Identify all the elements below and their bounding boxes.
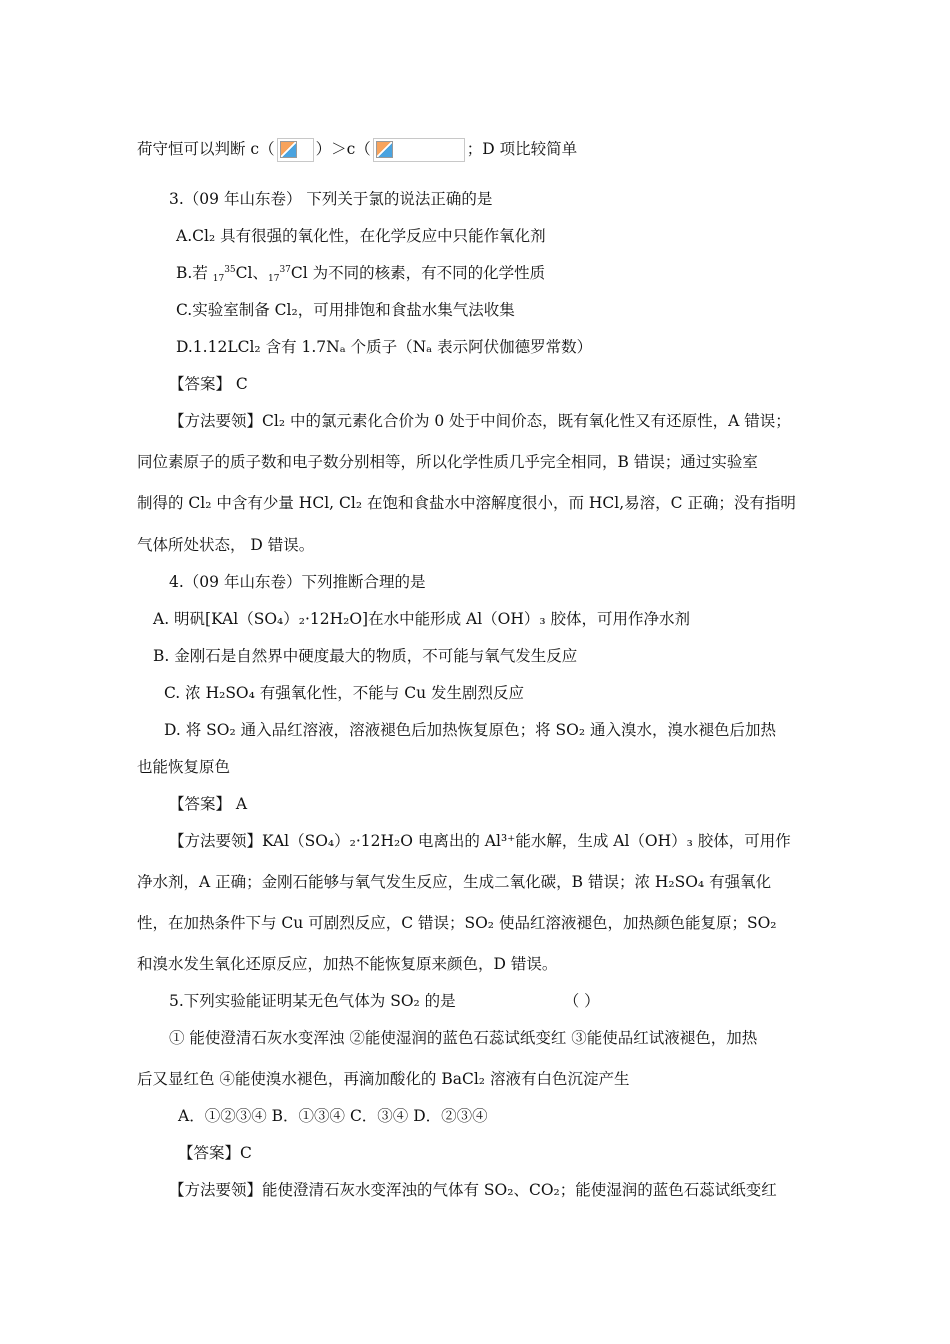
isotope-1-a: 35: [224, 265, 236, 275]
q3-stem: 3.（09 年山东卷） 下列关于氯的说法正确的是: [169, 190, 493, 208]
broken-image-icon: [376, 141, 393, 158]
isotope-1-el: Cl、: [235, 264, 268, 282]
q5-options: A．①②③④ B．①③④ C．③④ D．②③④: [178, 1107, 488, 1125]
formula-image-2: [373, 138, 465, 162]
q4-method-line-1: 【方法要领】KAl（SO₄）₂·12H₂O 电离出的 Al³⁺能水解，生成 Al（OH）₃ 胶体，可用作: [169, 832, 791, 850]
q4-option-a: A. 明矾[KAl（SO₄）₂·12H₂O]在水中能形成 Al（OH）₃ 胶体，可用作净水剂: [153, 610, 691, 628]
q4-option-c: C. 浓 H₂SO₄ 有强氧化性，不能与 Cu 发生剧烈反应: [164, 684, 524, 702]
top-prefix: 荷守恒可以判断 c（: [137, 140, 275, 158]
q3-answer: 【答案】 C: [169, 375, 248, 393]
q4-option-b: B. 金刚石是自然界中硬度最大的物质，不可能与氧气发生反应: [153, 647, 578, 665]
q4-method-line-4: 和溴水发生氧化还原反应，加热不能恢复原来颜色，D 错误。: [137, 955, 558, 973]
q3-option-d: D.1.12LCl₂ 含有 1.7Nₐ 个质子（Nₐ 表示阿伏伽德罗常数）: [176, 338, 593, 356]
q5-items-line-1: ① 能使澄清石灰水变浑浊 ②能使湿润的蓝色石蕊试纸变红 ③能使品红试液褪色，加热: [169, 1029, 758, 1047]
q5-stem: [169, 990, 600, 1012]
q3-method-line-1: 【方法要领】Cl₂ 中的氯元素化合价为 0 处于中间价态，既有氧化性又有还原性，A 错误；: [169, 412, 791, 430]
top-suffix: ；D 项比较简单: [466, 140, 578, 158]
isotope-1-z: 17: [212, 274, 225, 284]
q3-option-b: [176, 262, 545, 284]
isotope-2-a: 37: [279, 265, 291, 275]
q3-method-line-2: 同位素原子的质子数和电子数分别相等，所以化学性质几乎完全相同，B 错误；通过实验室: [137, 453, 758, 471]
q5-items-line-2: 后又显红色 ④能使溴水褪色，再滴加酸化的 BaCl₂ 溶液有白色沉淀产生: [137, 1070, 630, 1088]
top-mid: ）＞c（: [315, 140, 371, 158]
q3-b-prefix: B.若: [176, 264, 213, 282]
q5-answer-paren: （ ）: [563, 992, 600, 1010]
q4-method-line-2: 净水剂，A 正确；金刚石能够与氧气发生反应，生成二氧化碳，B 错误；浓 H₂SO₄ 有强氧化: [137, 873, 772, 891]
formula-image-1: [277, 138, 314, 162]
q5-stem-text: 5.下列实验能证明某无色气体为 SO₂ 的是: [169, 992, 456, 1010]
q3-option-c: C.实验室制备 Cl₂，可用排饱和食盐水集气法收集: [176, 301, 515, 319]
q4-stem: 4.（09 年山东卷）下列推断合理的是: [169, 573, 426, 591]
q3-method-line-3: 制得的 Cl₂ 中含有少量 HCl, Cl₂ 在饱和食盐水中溶解度很小，而 HCl,易溶，C 正确；没有指明: [137, 494, 796, 512]
q4-answer: 【答案】 A: [169, 795, 248, 813]
q3-option-a: A.Cl₂ 具有很强的氧化性，在化学反应中只能作氧化剂: [176, 227, 546, 245]
top-line: [137, 138, 577, 162]
q5-answer: 【答案】C: [178, 1144, 252, 1162]
q3-b-rest: Cl 为不同的核素，有不同的化学性质: [290, 264, 546, 282]
broken-image-icon: [280, 141, 297, 158]
q4-method-line-3: 性，在加热条件下与 Cu 可剧烈反应，C 错误；SO₂ 使品红溶液褪色，加热颜色能复原；SO₂: [137, 914, 777, 932]
q4-option-d-line-1: D. 将 SO₂ 通入品红溶液，溶液褪色后加热恢复原色；将 SO₂ 通入溴水，溴水褪色后加热: [164, 721, 777, 739]
q3-method-line-4: 气体所处状态， D 错误。: [137, 536, 315, 554]
q4-option-d-line-2: 也能恢复原色: [137, 758, 231, 776]
isotope-2-z: 17: [267, 274, 280, 284]
q5-method-line-1: 【方法要领】能使澄清石灰水变浑浊的气体有 SO₂、CO₂；能使湿润的蓝色石蕊试纸变红: [169, 1181, 777, 1199]
